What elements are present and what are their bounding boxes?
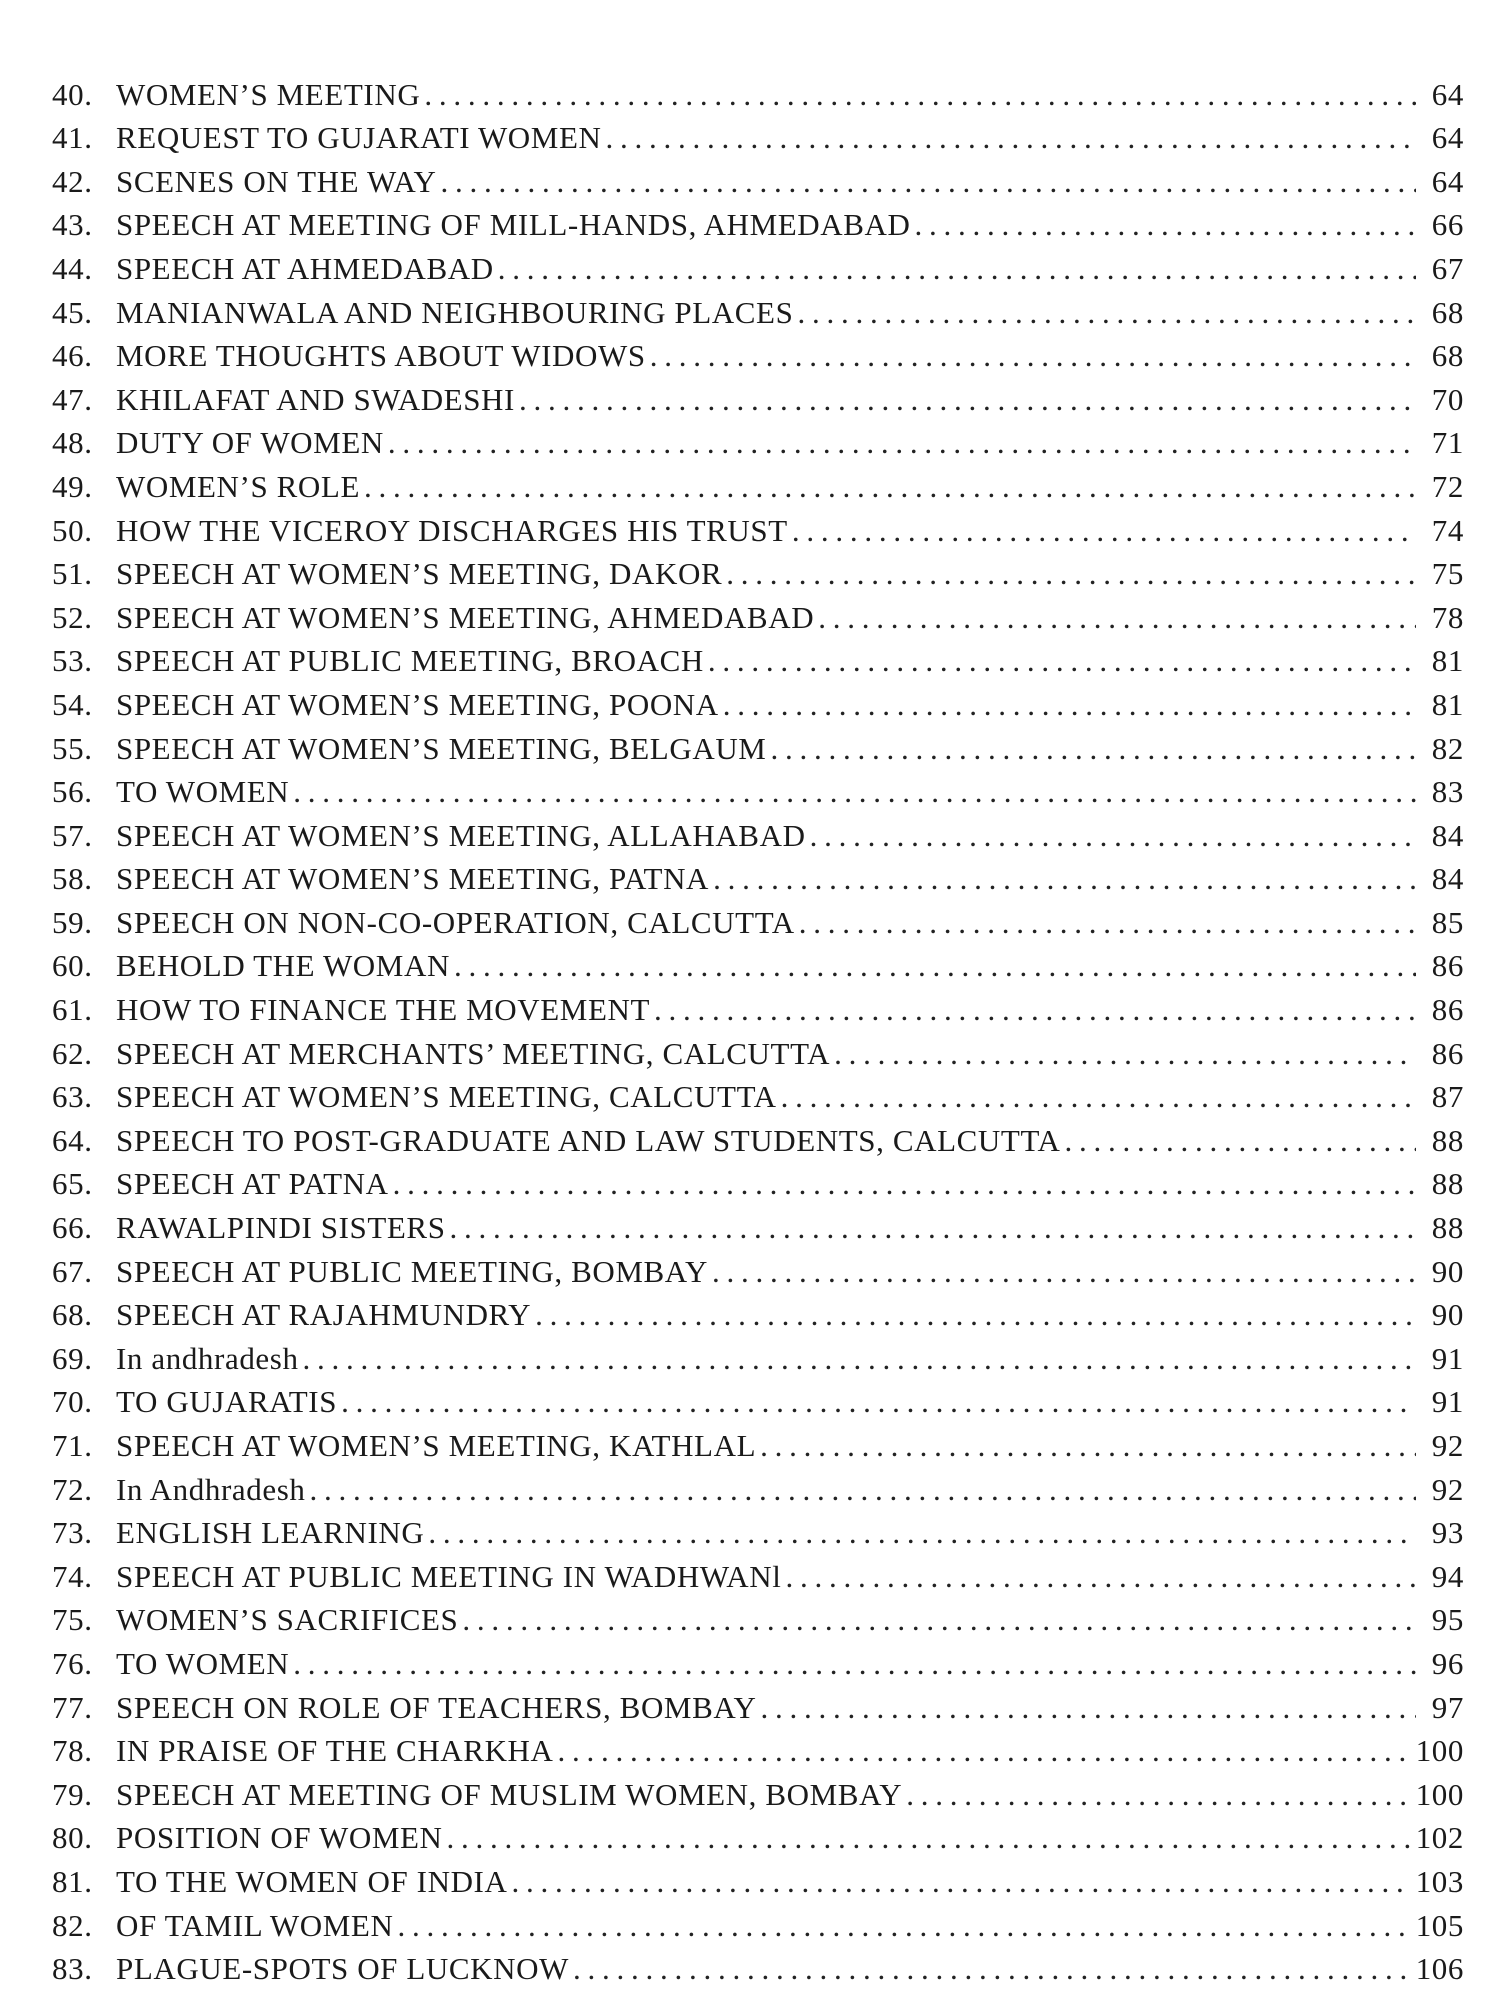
dot-leader	[364, 471, 1416, 502]
entry-title: SPEECH AT WOMEN’S MEETING, POONA	[116, 686, 719, 722]
toc-entry	[52, 1505, 1464, 1549]
entry-title: WOMEN’S MEETING	[116, 76, 421, 112]
dot-leader	[441, 166, 1416, 197]
toc-entry	[52, 284, 1464, 328]
entry-number: 48.	[52, 425, 93, 461]
entry-title: OF TAMIL WOMEN	[116, 1907, 394, 1943]
dot-leader	[511, 1866, 1411, 1897]
dot-leader	[906, 1779, 1411, 1810]
entry-page-number: 91	[1431, 1340, 1464, 1376]
dot-leader	[498, 253, 1416, 284]
entry-title: SPEECH AT WOMEN’S MEETING, PATNA	[116, 861, 710, 897]
toc-entry	[52, 589, 1464, 633]
entry-page-number: 68	[1431, 294, 1464, 330]
toc-entry	[52, 1897, 1464, 1941]
entry-page-number: 64	[1431, 120, 1464, 156]
entry-title: SPEECH AT WOMEN’S MEETING, DAKOR	[116, 556, 723, 592]
dot-leader	[519, 384, 1416, 415]
entry-title: In andhradesh	[116, 1340, 299, 1376]
dot-leader	[761, 1692, 1416, 1723]
entry-number: 74.	[52, 1558, 93, 1594]
entry-number: 67.	[52, 1253, 93, 1289]
toc-entry	[52, 502, 1464, 546]
entry-page-number: 90	[1431, 1297, 1464, 1333]
entry-page-number: 92	[1431, 1471, 1464, 1507]
entry-number: 66.	[52, 1210, 93, 1246]
toc-entry	[52, 1287, 1464, 1331]
table-of-contents	[52, 66, 1464, 1987]
entry-page-number: 100	[1415, 1776, 1464, 1812]
toc-entry	[52, 938, 1464, 982]
toc-entry	[52, 981, 1464, 1028]
entry-page-number: 78	[1431, 599, 1464, 635]
entry-title: SPEECH AT WOMEN’S MEETING, KATHLAL	[116, 1428, 757, 1463]
entry-page-number: 81	[1431, 686, 1464, 722]
entry-title: SPEECH TO POST-GRADUATE AND LAW STUDENTS, CALCUTTA	[116, 1122, 1061, 1158]
entry-number: 61.	[52, 992, 93, 1028]
toc-entry	[52, 764, 1464, 808]
entry-title: MANIANWALA AND NEIGHBOURING PLACES	[116, 294, 794, 330]
entry-title: TO WOMEN	[116, 1645, 290, 1681]
toc-entry	[52, 1723, 1464, 1767]
dot-leader	[341, 1386, 1416, 1417]
dot-leader	[654, 994, 1416, 1025]
entry-title: SPEECH AT PUBLIC MEETING IN WADHWANl	[116, 1558, 782, 1594]
entry-title: TO THE WOMEN OF INDIA	[116, 1863, 508, 1899]
entry-page-number: 88	[1431, 1166, 1464, 1202]
toc-entry	[52, 894, 1464, 938]
entry-number: 80.	[52, 1820, 93, 1856]
entry-page-number: 81	[1431, 643, 1464, 679]
dot-leader	[834, 1038, 1416, 1069]
dot-leader	[723, 689, 1416, 720]
entry-title: HOW TO FINANCE THE MOVEMENT	[116, 992, 651, 1028]
entry-title: SPEECH AT MERCHANTS’ MEETING, CALCUTTA	[116, 1035, 831, 1071]
entry-number: 46.	[52, 338, 93, 374]
entry-number: 76.	[52, 1645, 93, 1681]
entry-page-number: 106	[1415, 1951, 1464, 1987]
toc-entry	[52, 1766, 1464, 1810]
entry-page-number: 83	[1431, 774, 1464, 810]
dot-leader	[810, 820, 1416, 851]
entry-number: 44.	[52, 250, 93, 286]
entry-number: 59.	[52, 904, 93, 940]
entry-page-number: 84	[1431, 861, 1464, 897]
entry-page-number: 67	[1431, 250, 1464, 286]
entry-page-number: 97	[1431, 1689, 1464, 1725]
toc-entry	[52, 328, 1464, 372]
entry-number: 83.	[52, 1951, 93, 1987]
entry-page-number: 91	[1431, 1384, 1464, 1420]
dot-leader	[393, 1168, 1416, 1199]
entry-number: 65.	[52, 1166, 93, 1202]
entry-number: 82.	[52, 1907, 93, 1943]
entry-number: 42.	[52, 163, 93, 199]
entry-number: 63.	[52, 1079, 93, 1115]
entry-title: SPEECH AT AHMEDABAD	[116, 250, 494, 286]
dot-leader	[713, 863, 1416, 894]
toc-entry	[52, 807, 1464, 851]
toc-entry	[52, 676, 1464, 720]
dot-leader	[770, 733, 1416, 764]
entry-number: 43.	[52, 207, 93, 243]
entry-title: SPEECH AT RAJAHMUNDRY	[116, 1297, 532, 1333]
entry-title: PLAGUE-SPOTS OF LUCKNOW	[116, 1951, 569, 1987]
entry-number: 58.	[52, 861, 93, 897]
entry-title: SPEECH AT WOMEN’S MEETING, ALLAHABAD	[116, 817, 806, 853]
toc-entry	[52, 851, 1464, 895]
toc-entry	[52, 1941, 1464, 1985]
entry-number: 51.	[52, 556, 93, 592]
entry-page-number: 88	[1431, 1122, 1464, 1158]
toc-entry	[52, 1679, 1464, 1723]
toc-entry	[52, 371, 1464, 415]
dot-leader	[535, 1299, 1416, 1330]
entry-title: SCENES ON THE WAY	[116, 163, 437, 199]
entry-number: 55.	[52, 730, 93, 766]
entry-page-number: 102	[1415, 1820, 1464, 1856]
entry-title: ENGLISH LEARNING	[116, 1515, 425, 1551]
toc-entry	[52, 1810, 1464, 1854]
entry-title: SPEECH AT MEETING OF MILL-HANDS, AHMEDABAD	[116, 207, 911, 243]
dot-leader	[650, 340, 1416, 371]
toc-entry	[52, 720, 1464, 764]
entry-title: SPEECH AT PUBLIC MEETING, BOMBAY	[116, 1253, 708, 1289]
entry-page-number: 88	[1431, 1210, 1464, 1246]
entry-title: BEHOLD THE WOMAN	[116, 948, 450, 984]
entry-number: 68.	[52, 1297, 93, 1333]
entry-title: WOMEN’S ROLE	[116, 468, 360, 504]
entry-page-number: 84	[1431, 817, 1464, 853]
entry-number: 54.	[52, 686, 93, 722]
entry-page-number: 86	[1431, 992, 1464, 1028]
entry-page-number: 66	[1431, 207, 1464, 243]
entry-page-number: 90	[1431, 1253, 1464, 1289]
entry-title: SPEECH ON ROLE OF TEACHERS, BOMBAY	[116, 1689, 757, 1725]
toc-entry	[52, 1461, 1464, 1505]
entry-title: SPEECH AT PATNA	[116, 1166, 389, 1202]
dot-leader	[293, 1648, 1416, 1679]
entry-number: 79.	[52, 1776, 93, 1812]
entry-title: REQUEST TO GUJARATI WOMEN	[116, 120, 602, 156]
entry-page-number: 75	[1431, 556, 1464, 592]
toc-entry	[52, 415, 1464, 459]
entry-title: HOW THE VICEROY DISCHARGES HIS TRUST	[116, 512, 788, 548]
entry-number: 70.	[52, 1384, 93, 1420]
entry-title: SPEECH AT PUBLIC MEETING, BROACH	[116, 643, 704, 679]
entry-page-number: 100	[1415, 1733, 1464, 1769]
entry-number: 73.	[52, 1515, 93, 1551]
dot-leader	[726, 558, 1416, 589]
toc-entry	[52, 1156, 1464, 1200]
entry-number: 69.	[52, 1340, 93, 1376]
entry-page-number: 72	[1431, 468, 1464, 504]
entry-number: 81.	[52, 1863, 93, 1899]
entry-number: 57.	[52, 817, 93, 853]
entry-number: 49.	[52, 468, 93, 504]
entry-page-number: 70	[1431, 381, 1464, 417]
toc-entry	[52, 110, 1464, 154]
entry-title: TO GUJARATIS	[116, 1384, 338, 1420]
toc-entry	[52, 546, 1464, 590]
entry-title: RAWALPINDI SISTERS	[116, 1210, 446, 1246]
entry-page-number: 71	[1431, 425, 1464, 461]
entry-number: 71.	[52, 1428, 93, 1463]
entry-title: SPEECH AT WOMEN’S MEETING, AHMEDABAD	[116, 599, 815, 635]
entry-page-number: 105	[1415, 1907, 1464, 1943]
dot-leader	[447, 1822, 1412, 1853]
toc-entry	[52, 66, 1464, 110]
dot-leader	[797, 297, 1416, 328]
dot-leader	[293, 776, 1416, 807]
entry-page-number: 87	[1431, 1079, 1464, 1115]
entry-page-number: 93	[1431, 1515, 1464, 1551]
entry-page-number: 64	[1431, 76, 1464, 112]
entry-number: 62.	[52, 1035, 93, 1071]
entry-title: TO WOMEN	[116, 774, 290, 810]
entry-number: 56.	[52, 774, 93, 810]
toc-entry	[52, 633, 1464, 677]
entry-title: WOMEN’S SACRIFICES	[116, 1602, 459, 1638]
dot-leader	[428, 1517, 1416, 1548]
entry-page-number: 86	[1431, 948, 1464, 984]
dot-leader	[605, 122, 1416, 153]
entry-page-number: 96	[1431, 1645, 1464, 1681]
entry-number: 64.	[52, 1122, 93, 1158]
dot-leader	[573, 1953, 1412, 1984]
dot-leader	[708, 645, 1416, 676]
entry-number: 77.	[52, 1689, 93, 1725]
toc-entry	[52, 240, 1464, 284]
entry-page-number: 86	[1431, 1035, 1464, 1071]
entry-page-number: 95	[1431, 1602, 1464, 1638]
dot-leader	[915, 209, 1417, 240]
entry-number: 60.	[52, 948, 93, 984]
toc-entry	[52, 1635, 1464, 1679]
dot-leader	[388, 427, 1416, 458]
dot-leader	[792, 515, 1416, 546]
toc-entry	[52, 1592, 1464, 1636]
entry-title: KHILAFAT AND SWADESHI	[116, 381, 515, 417]
entry-page-number: 74	[1431, 512, 1464, 548]
entry-number: 75.	[52, 1602, 93, 1638]
dot-leader	[303, 1343, 1416, 1374]
dot-leader	[309, 1474, 1416, 1505]
entry-page-number: 85	[1431, 904, 1464, 940]
entry-title: SPEECH AT WOMEN’S MEETING, CALCUTTA	[116, 1079, 777, 1115]
toc-entry	[52, 1112, 1464, 1156]
dot-leader	[397, 1910, 1411, 1941]
dot-leader	[454, 950, 1416, 981]
entry-number: 53.	[52, 643, 93, 679]
dot-leader	[760, 1430, 1416, 1461]
entry-page-number: 68	[1431, 338, 1464, 374]
entry-title: SPEECH AT WOMEN’S MEETING, BELGAUM	[116, 730, 767, 766]
toc-entry	[52, 1069, 1464, 1113]
entry-title: POSITION OF WOMEN	[116, 1820, 443, 1856]
dot-leader	[450, 1212, 1416, 1243]
entry-page-number: 92	[1431, 1428, 1464, 1463]
entry-page-number: 103	[1415, 1863, 1464, 1899]
entry-title: IN PRAISE OF THE CHARKHA	[116, 1733, 554, 1769]
dot-leader	[818, 602, 1416, 633]
entry-number: 72.	[52, 1471, 93, 1507]
toc-entry	[52, 1330, 1464, 1374]
entry-number: 41.	[52, 120, 93, 156]
dot-leader	[558, 1735, 1412, 1766]
dot-leader	[424, 79, 1416, 110]
toc-entry	[52, 153, 1464, 197]
entry-number: 50.	[52, 512, 93, 548]
toc-entry	[52, 1025, 1464, 1069]
toc-entry	[52, 1243, 1464, 1287]
toc-entry	[52, 1374, 1464, 1418]
dot-leader	[781, 1081, 1416, 1112]
toc-entry	[52, 1417, 1464, 1461]
toc-entry	[52, 1548, 1464, 1592]
entry-number: 52.	[52, 599, 93, 635]
entry-title: SPEECH AT MEETING OF MUSLIM WOMEN, BOMBAY	[116, 1776, 903, 1812]
dot-leader	[799, 907, 1416, 938]
entry-number: 78.	[52, 1733, 93, 1769]
entry-number: 47.	[52, 381, 93, 417]
toc-entry	[52, 197, 1464, 241]
entry-number: 40.	[52, 76, 93, 112]
entry-title: In Andhradesh	[116, 1471, 306, 1507]
dot-leader	[1064, 1125, 1416, 1156]
dot-leader	[785, 1561, 1416, 1592]
entry-number: 45.	[52, 294, 93, 330]
entry-page-number: 64	[1431, 163, 1464, 199]
toc-entry	[52, 1199, 1464, 1246]
entry-title: MORE THOUGHTS ABOUT WIDOWS	[116, 338, 646, 374]
entry-title: SPEECH ON NON-CO-OPERATION, CALCUTTA	[116, 904, 795, 940]
entry-page-number: 94	[1431, 1558, 1464, 1594]
toc-entry	[52, 458, 1464, 502]
dot-leader	[712, 1256, 1416, 1287]
toc-entry	[52, 1853, 1464, 1897]
dot-leader	[462, 1604, 1416, 1635]
entry-page-number: 82	[1431, 730, 1464, 766]
entry-title: DUTY OF WOMEN	[116, 425, 384, 461]
